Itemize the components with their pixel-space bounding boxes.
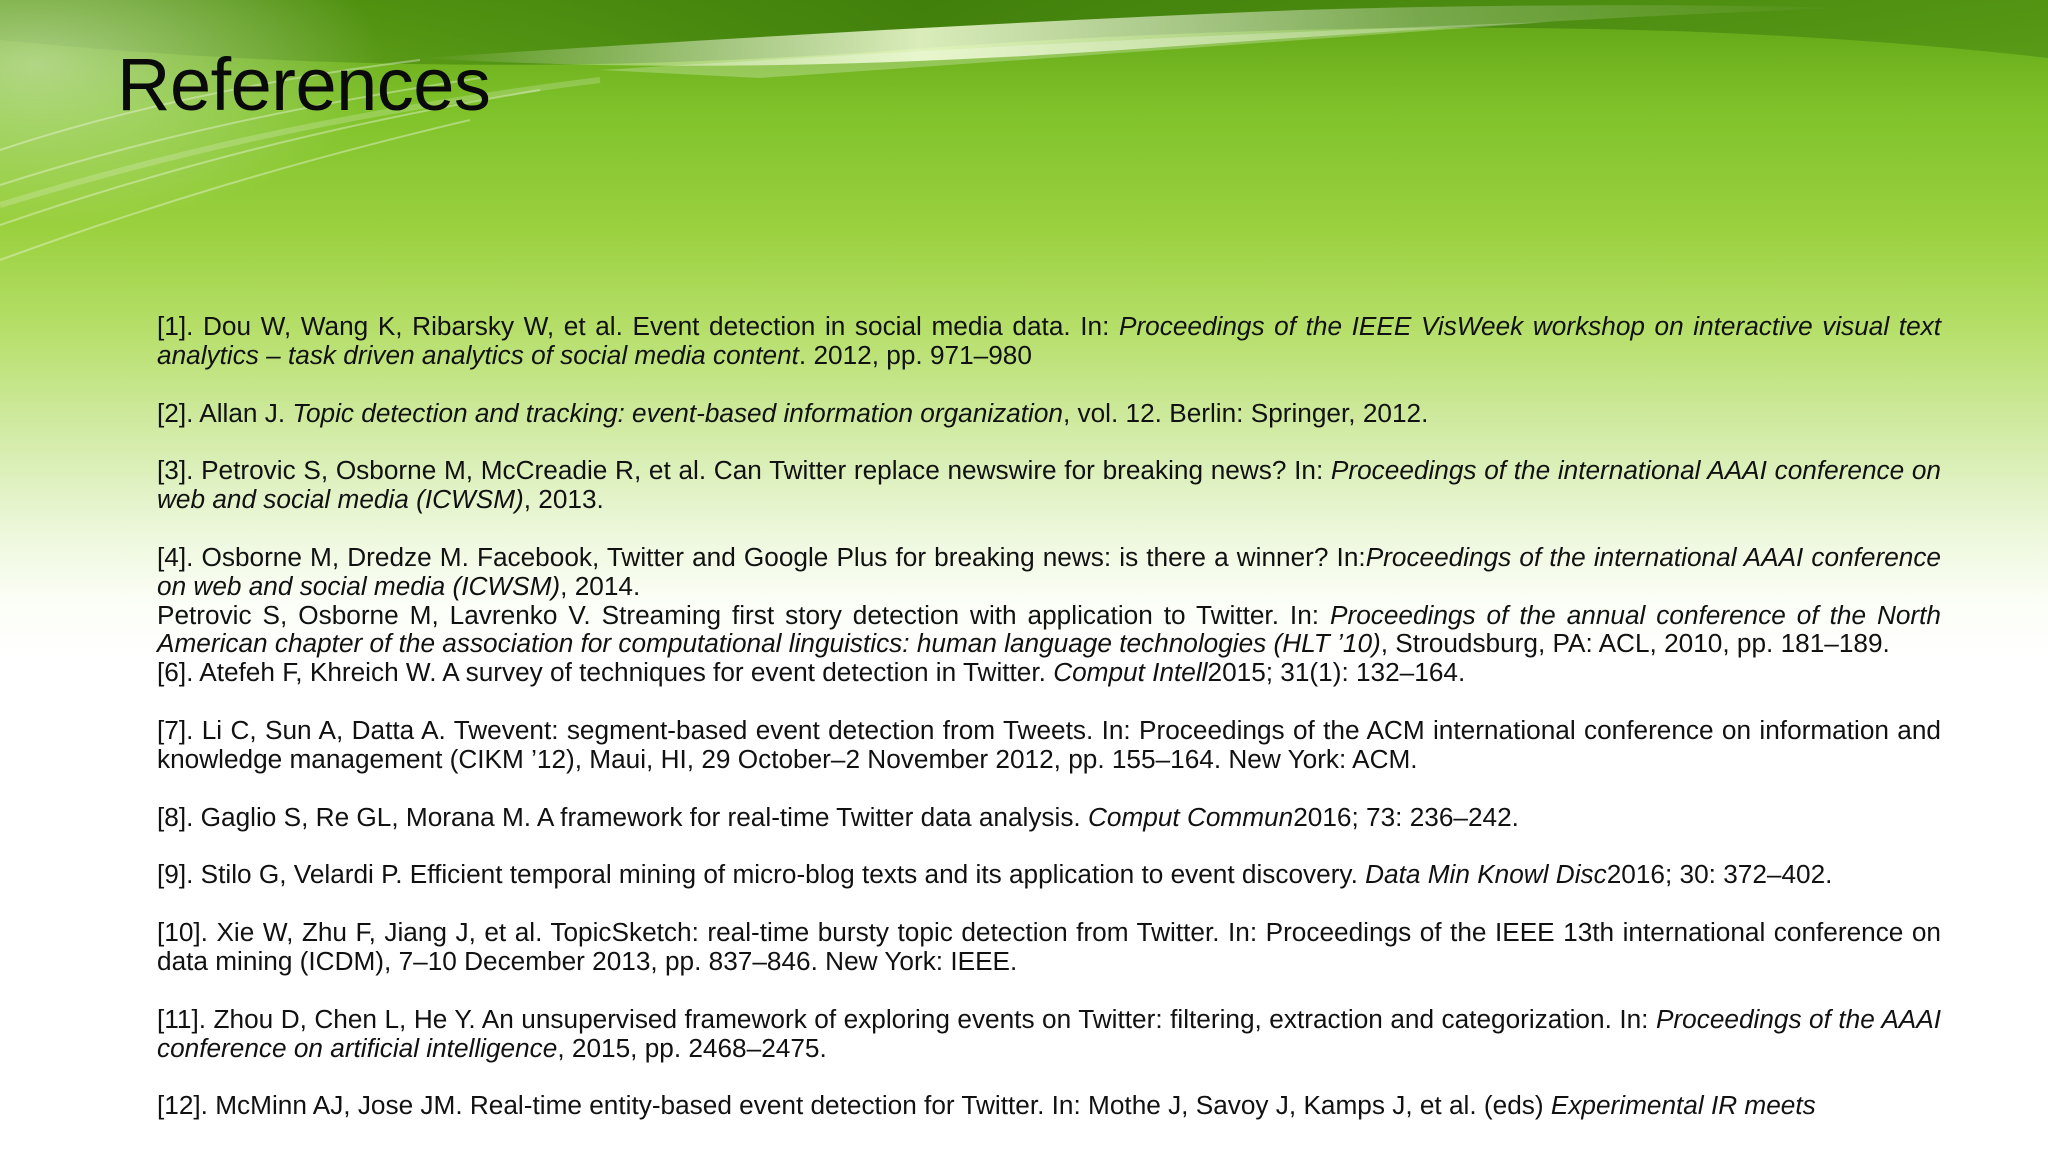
reference-source-italic: Proceedings of the international AAAI conference on web and social media (ICWSM): [157, 455, 1941, 515]
reference-text-tail: , 2014.: [560, 570, 641, 601]
reference-item: [157, 860, 1941, 889]
reference-text: Petrovic S, Osborne M, Lavrenko V. Streaming first story detection with application to Twitter. In:: [157, 599, 1331, 630]
reference-text: [10]. Xie W, Zhu F, Jiang J, et al. TopicSketch: real-time bursty topic detection from Twitter. In: Proceedings of the IEEE 13th international conference on data mining (ICDM), 7–10 December 2013, pp. 837–846. New York: IEEE.: [157, 917, 1941, 976]
reference-text-tail: , vol. 12. Berlin: Springer, 2012.: [1062, 397, 1429, 428]
reference-text-tail: 2016; 30: 372–402.: [1606, 859, 1833, 890]
reference-item: [157, 1005, 1941, 1063]
reference-text: [4]. Osborne M, Dredze M. Facebook, Twitter and Google Plus for breaking news: is there a winner? In:: [157, 541, 1366, 572]
reference-source-italic: Experimental IR meets: [1550, 1090, 1816, 1121]
reference-list: [157, 312, 1941, 1120]
reference-item: [157, 312, 1941, 370]
reference-text: [8]. Gaglio S, Re GL, Morana M. A framework for real-time Twitter data analysis.: [157, 801, 1088, 832]
reference-item: [157, 658, 1941, 687]
reference-item: [157, 1091, 1941, 1120]
reference-item: [157, 918, 1941, 976]
reference-text-tail: . 2012, pp. 971–980: [798, 339, 1032, 370]
reference-text: [12]. McMinn AJ, Jose JM. Real-time entity-based event detection for Twitter. In: Mothe J, Savoy J, Kamps J, et al. (eds): [157, 1090, 1551, 1121]
reference-source-italic: Comput Commun: [1087, 801, 1294, 832]
reference-text: [6]. Atefeh F, Khreich W. A survey of techniques for event detection in Twitter.: [157, 657, 1054, 688]
reference-source-italic: Comput Intell: [1053, 657, 1208, 688]
reference-source-italic: Topic detection and tracking: event-based information organization: [292, 397, 1063, 428]
reference-text: [7]. Li C, Sun A, Datta A. Twevent: segment-based event detection from Tweets. In: Proceedings of the ACM international conference on information and knowledge management (CIKM ’12), Maui, HI, 29 October–2 November 2012, pp. 155–164. New York: ACM.: [157, 714, 1941, 774]
reference-text-tail: 2016; 73: 236–242.: [1293, 801, 1519, 832]
reference-text: [11]. Zhou D, Chen L, He Y. An unsupervised framework of exploring events on Twitter: filtering, extraction and categorization. In:: [157, 1003, 1656, 1034]
reference-text: [2]. Allan J.: [157, 397, 293, 428]
reference-source-italic: Data Min Knowl Disc: [1365, 859, 1607, 890]
reference-item: [157, 543, 1941, 601]
reference-text-tail: 2015; 31(1): 132–164.: [1207, 657, 1466, 688]
reference-text-tail: , 2013.: [523, 484, 604, 515]
page-title: References: [117, 43, 491, 126]
reference-item: [157, 456, 1941, 514]
reference-item: [157, 601, 1941, 659]
reference-source-italic: Proceedings of the AAAI conference on artificial intelligence: [157, 1003, 1941, 1063]
reference-text: [9]. Stilo G, Velardi P. Efficient temporal mining of micro-blog texts and its application to event discovery.: [157, 859, 1366, 890]
reference-source-italic: Proceedings of the international AAAI conference on web and social media (ICWSM): [157, 541, 1941, 601]
reference-source-italic: Proceedings of the annual conference of the North American chapter of the association for computational linguistics: human language technologies (HLT ’10): [157, 599, 1941, 659]
reference-text-tail: , 2015, pp. 2468–2475.: [557, 1032, 827, 1063]
reference-text: [3]. Petrovic S, Osborne M, McCreadie R, et al. Can Twitter replace newswire for breaking news? In:: [157, 455, 1331, 486]
reference-item: [157, 716, 1941, 774]
reference-source-italic: Proceedings of the IEEE VisWeek workshop on interactive visual text analytics – task driven analytics of social media content: [157, 311, 1941, 370]
reference-item: [157, 399, 1941, 428]
reference-item: [157, 803, 1941, 832]
reference-text-tail: , Stroudsburg, PA: ACL, 2010, pp. 181–189.: [1380, 628, 1890, 659]
reference-text: [1]. Dou W, Wang K, Ribarsky W, et al. Event detection in social media data. In:: [157, 311, 1119, 341]
